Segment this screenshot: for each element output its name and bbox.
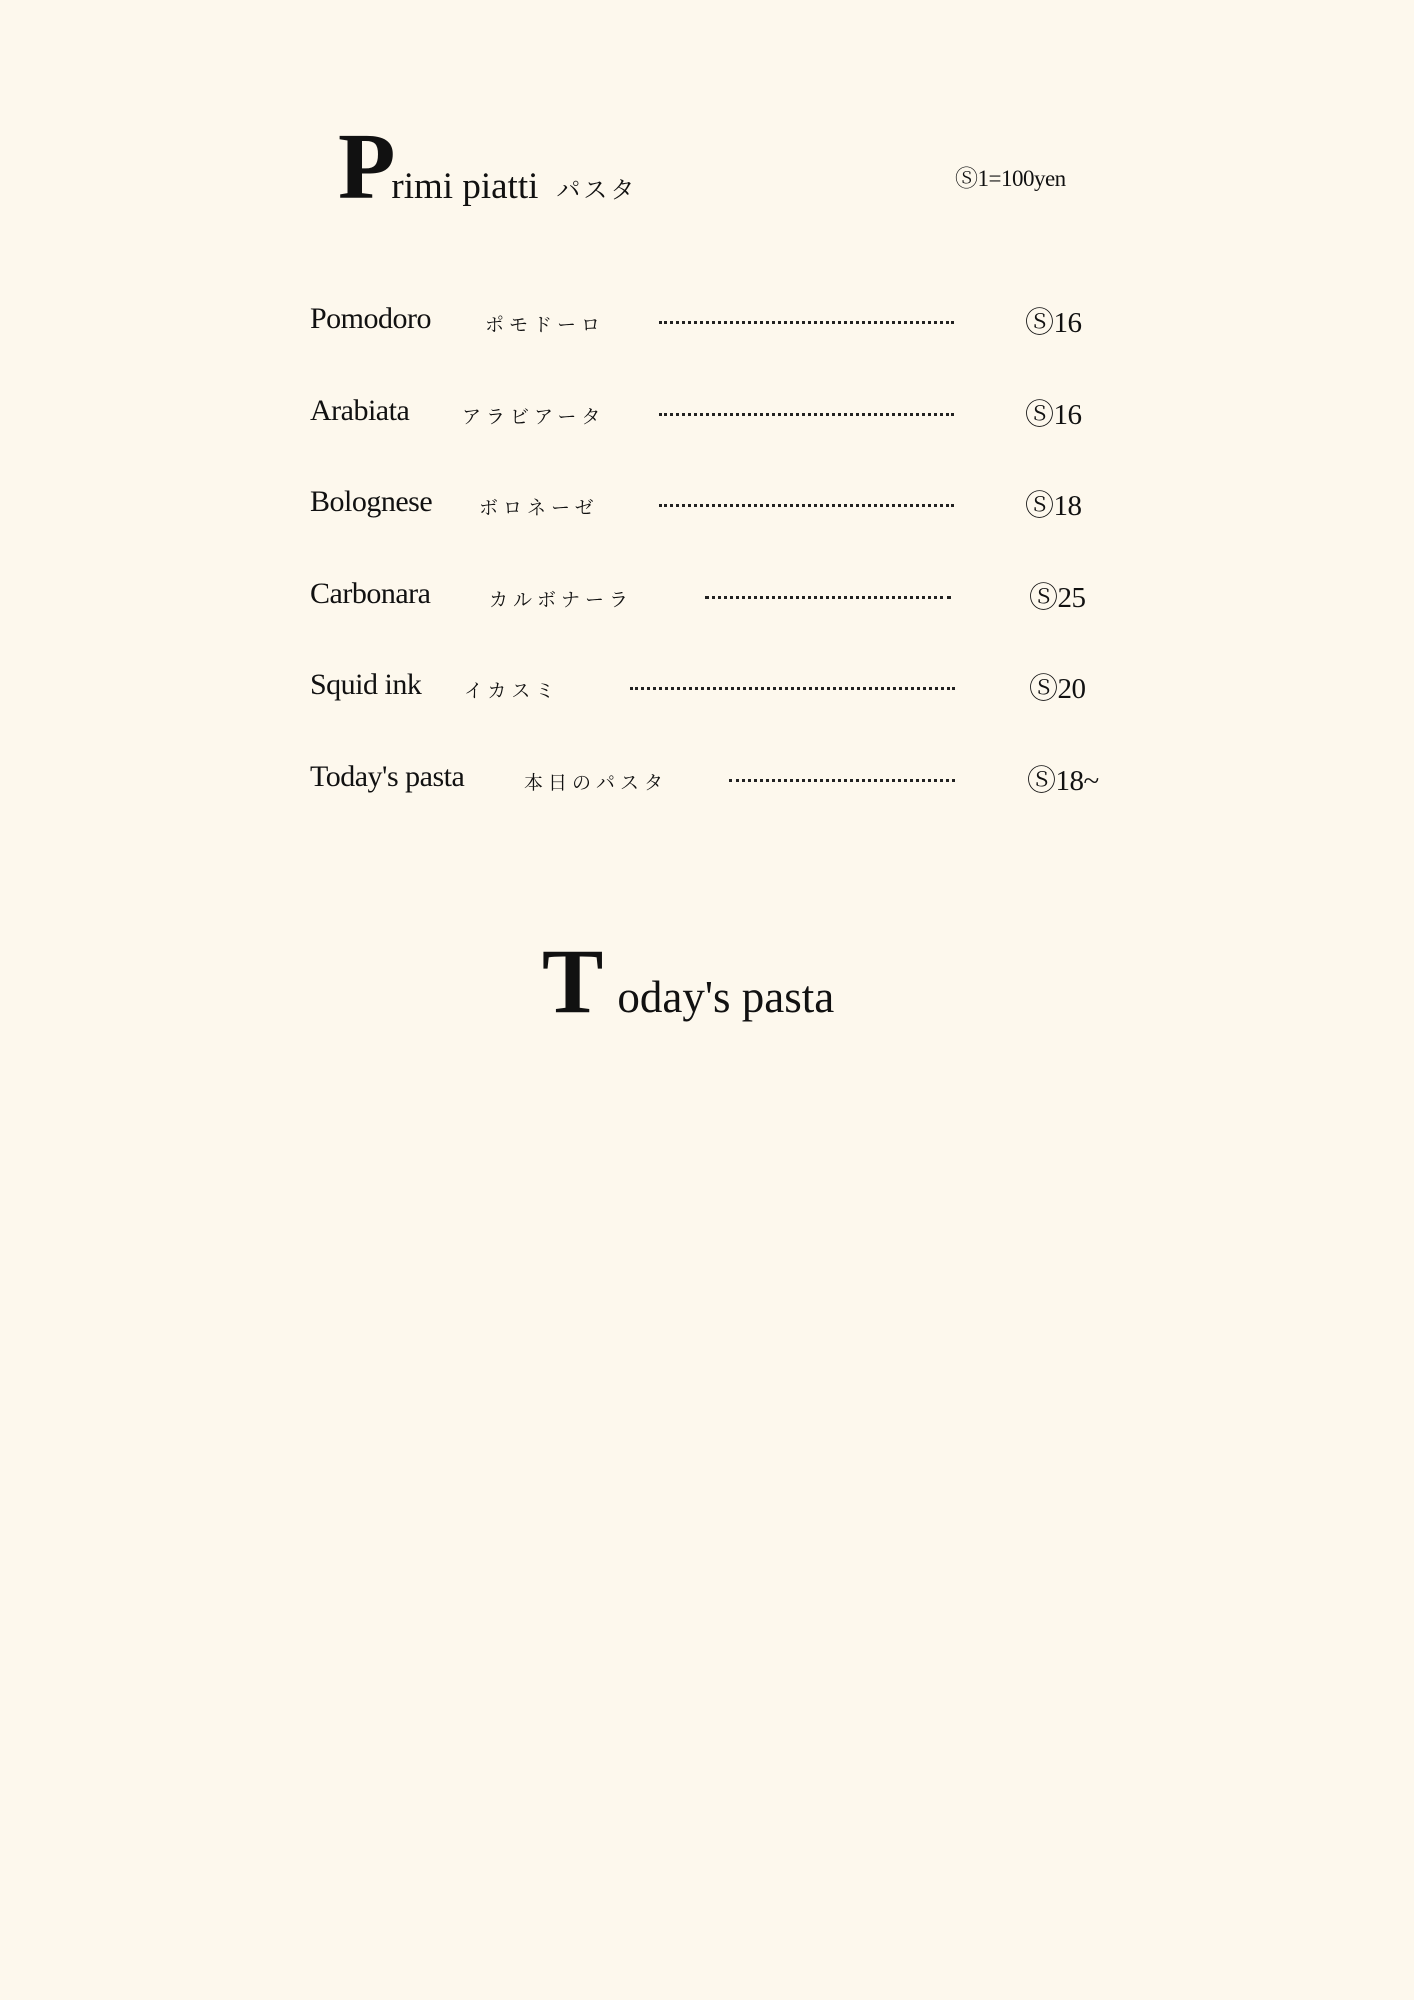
item-price: Ⓢ18~ — [1027, 765, 1099, 797]
title-initial: P — [338, 115, 394, 219]
item-name: Arabiata — [310, 394, 410, 427]
dotted-leader — [729, 779, 955, 782]
item-price: Ⓢ18 — [1025, 490, 1082, 522]
menu-item — [0, 662, 1414, 712]
menu-item — [0, 388, 1414, 438]
item-price: Ⓢ16 — [1025, 399, 1082, 431]
section-title-initial: T — [542, 930, 604, 1032]
item-name: Bolognese — [310, 485, 433, 518]
item-name: Squid ink — [310, 668, 422, 701]
dotted-leader — [630, 687, 955, 690]
title-japanese: パスタ — [556, 176, 638, 204]
item-japanese-name: カルボナーラ — [489, 589, 634, 611]
item-japanese-name: 本日のパスタ — [524, 772, 669, 794]
item-name: Today's pasta — [310, 760, 465, 793]
menu-item — [0, 754, 1414, 804]
menu-item — [0, 479, 1414, 529]
section-title-text: oday's pasta — [617, 972, 835, 1022]
dotted-leader — [659, 321, 954, 324]
menu-item — [0, 296, 1414, 346]
dotted-leader — [659, 504, 954, 507]
item-japanese-name: ポモドーロ — [485, 314, 606, 336]
item-japanese-name: イカスミ — [464, 680, 560, 702]
title-text: rimi piatti — [391, 166, 539, 207]
item-name: Pomodoro — [310, 302, 432, 335]
page-title — [338, 115, 638, 219]
dotted-leader — [659, 413, 954, 416]
menu-item — [0, 571, 1414, 621]
item-price: Ⓢ16 — [1025, 307, 1082, 339]
item-japanese-name: ボロネーゼ — [479, 497, 599, 519]
dotted-leader — [705, 596, 951, 599]
item-price: Ⓢ20 — [1029, 673, 1086, 705]
item-name: Carbonara — [310, 577, 431, 610]
item-price: Ⓢ25 — [1029, 582, 1086, 614]
section-title — [542, 930, 835, 1032]
currency-note: Ⓢ1=100yen — [955, 166, 1066, 191]
item-japanese-name: アラビアータ — [462, 406, 606, 428]
